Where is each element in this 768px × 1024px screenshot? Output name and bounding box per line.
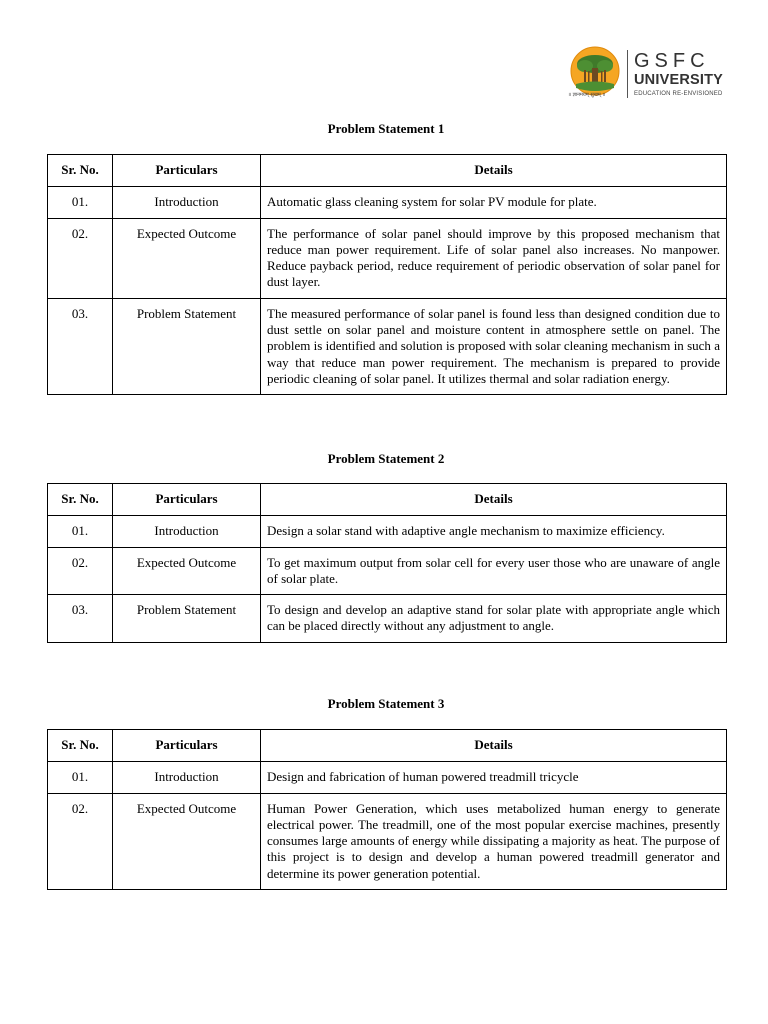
table-row (48, 516, 727, 547)
header-details: Details (261, 730, 727, 762)
header-particulars: Particulars (113, 155, 261, 187)
header-particulars: Particulars (113, 730, 261, 762)
table-row (48, 218, 727, 298)
logo-motto: ॥ ज्ञानमयम् सुखम् ॥ (568, 92, 606, 98)
table-row (48, 547, 727, 595)
row-particular: Introduction (113, 762, 261, 793)
row-sr-no: 02. (48, 793, 113, 889)
row-sr-no: 03. (48, 298, 113, 394)
problem-statement-1-title: Problem Statement 1 (327, 121, 445, 136)
logo-university: UNIVERSITY (634, 72, 724, 88)
row-particular: Problem Statement (113, 298, 261, 394)
row-detail: Design and fabrication of human powered treadmill tricycle (261, 762, 727, 793)
row-particular: Problem Statement (113, 595, 261, 643)
problem-statement-3-table (47, 729, 727, 890)
row-particular: Introduction (113, 516, 261, 547)
table-row (48, 298, 727, 394)
header-sr-no: Sr. No. (48, 155, 113, 187)
banyan-tree-emblem-icon (570, 46, 620, 96)
university-logo (566, 44, 726, 104)
row-detail: The measured performance of solar panel is found less than designed condition due to dust settle on solar panel and moisture content in atmosphere settle on panel. The problem is identified and solution is proposed with solar cleaning mechanism in such a way that reduce man power requirement. The mechanism is prepared to provide periodic cleaning of solar panel. It utilizes thermal and solar radiation energy. (261, 298, 727, 394)
logo-divider (627, 50, 628, 98)
row-detail: To design and develop an adaptive stand for solar plate with appropriate angle which can be placed directly without any adjustment to angle. (261, 595, 727, 643)
row-particular: Expected Outcome (113, 218, 261, 298)
row-sr-no: 01. (48, 762, 113, 793)
row-detail: To get maximum output from solar cell for every user those who are unaware of angle of solar plate. (261, 547, 727, 595)
logo-tagline: EDUCATION RE-ENVISIONED (634, 91, 723, 97)
problem-statement-3-title: Problem Statement 3 (327, 696, 445, 711)
row-sr-no: 01. (48, 187, 113, 218)
table-header-row (48, 730, 727, 762)
row-particular: Expected Outcome (113, 547, 261, 595)
row-sr-no: 03. (48, 595, 113, 643)
table-row (48, 762, 727, 793)
problem-statement-1-table (47, 154, 727, 395)
row-sr-no: 02. (48, 547, 113, 595)
row-particular: Introduction (113, 187, 261, 218)
header-sr-no: Sr. No. (48, 484, 113, 516)
row-particular: Expected Outcome (113, 793, 261, 889)
table-row (48, 187, 727, 218)
problem-statement-2-table (47, 483, 727, 643)
row-sr-no: 01. (48, 516, 113, 547)
row-detail: Automatic glass cleaning system for solar PV module for plate. (261, 187, 727, 218)
row-detail: Design a solar stand with adaptive angle mechanism to maximize efficiency. (261, 516, 727, 547)
table-row (48, 793, 727, 889)
table-row (48, 595, 727, 643)
table-header-row (48, 484, 727, 516)
header-details: Details (261, 155, 727, 187)
logo-brand: GSFC (634, 50, 710, 72)
row-sr-no: 02. (48, 218, 113, 298)
problem-statement-2-title: Problem Statement 2 (327, 451, 445, 466)
row-detail: Human Power Generation, which uses metabolized human energy to generate electrical power. The treadmill, one of the most popular exercise machines, presently consumes large amounts of energy while dissipating a majority as heat. The purpose of this project is to design and develop a human powered treadmill generator and determine its power generation potential. (261, 793, 727, 889)
header-details: Details (261, 484, 727, 516)
table-header-row (48, 155, 727, 187)
header-particulars: Particulars (113, 484, 261, 516)
header-sr-no: Sr. No. (48, 730, 113, 762)
row-detail: The performance of solar panel should improve by this proposed mechanism that reduce man power requirement. Life of solar panel also increases. No manpower. Reduce payback period, reduce requirement of periodic observation of solar panel for dust layer. (261, 218, 727, 298)
